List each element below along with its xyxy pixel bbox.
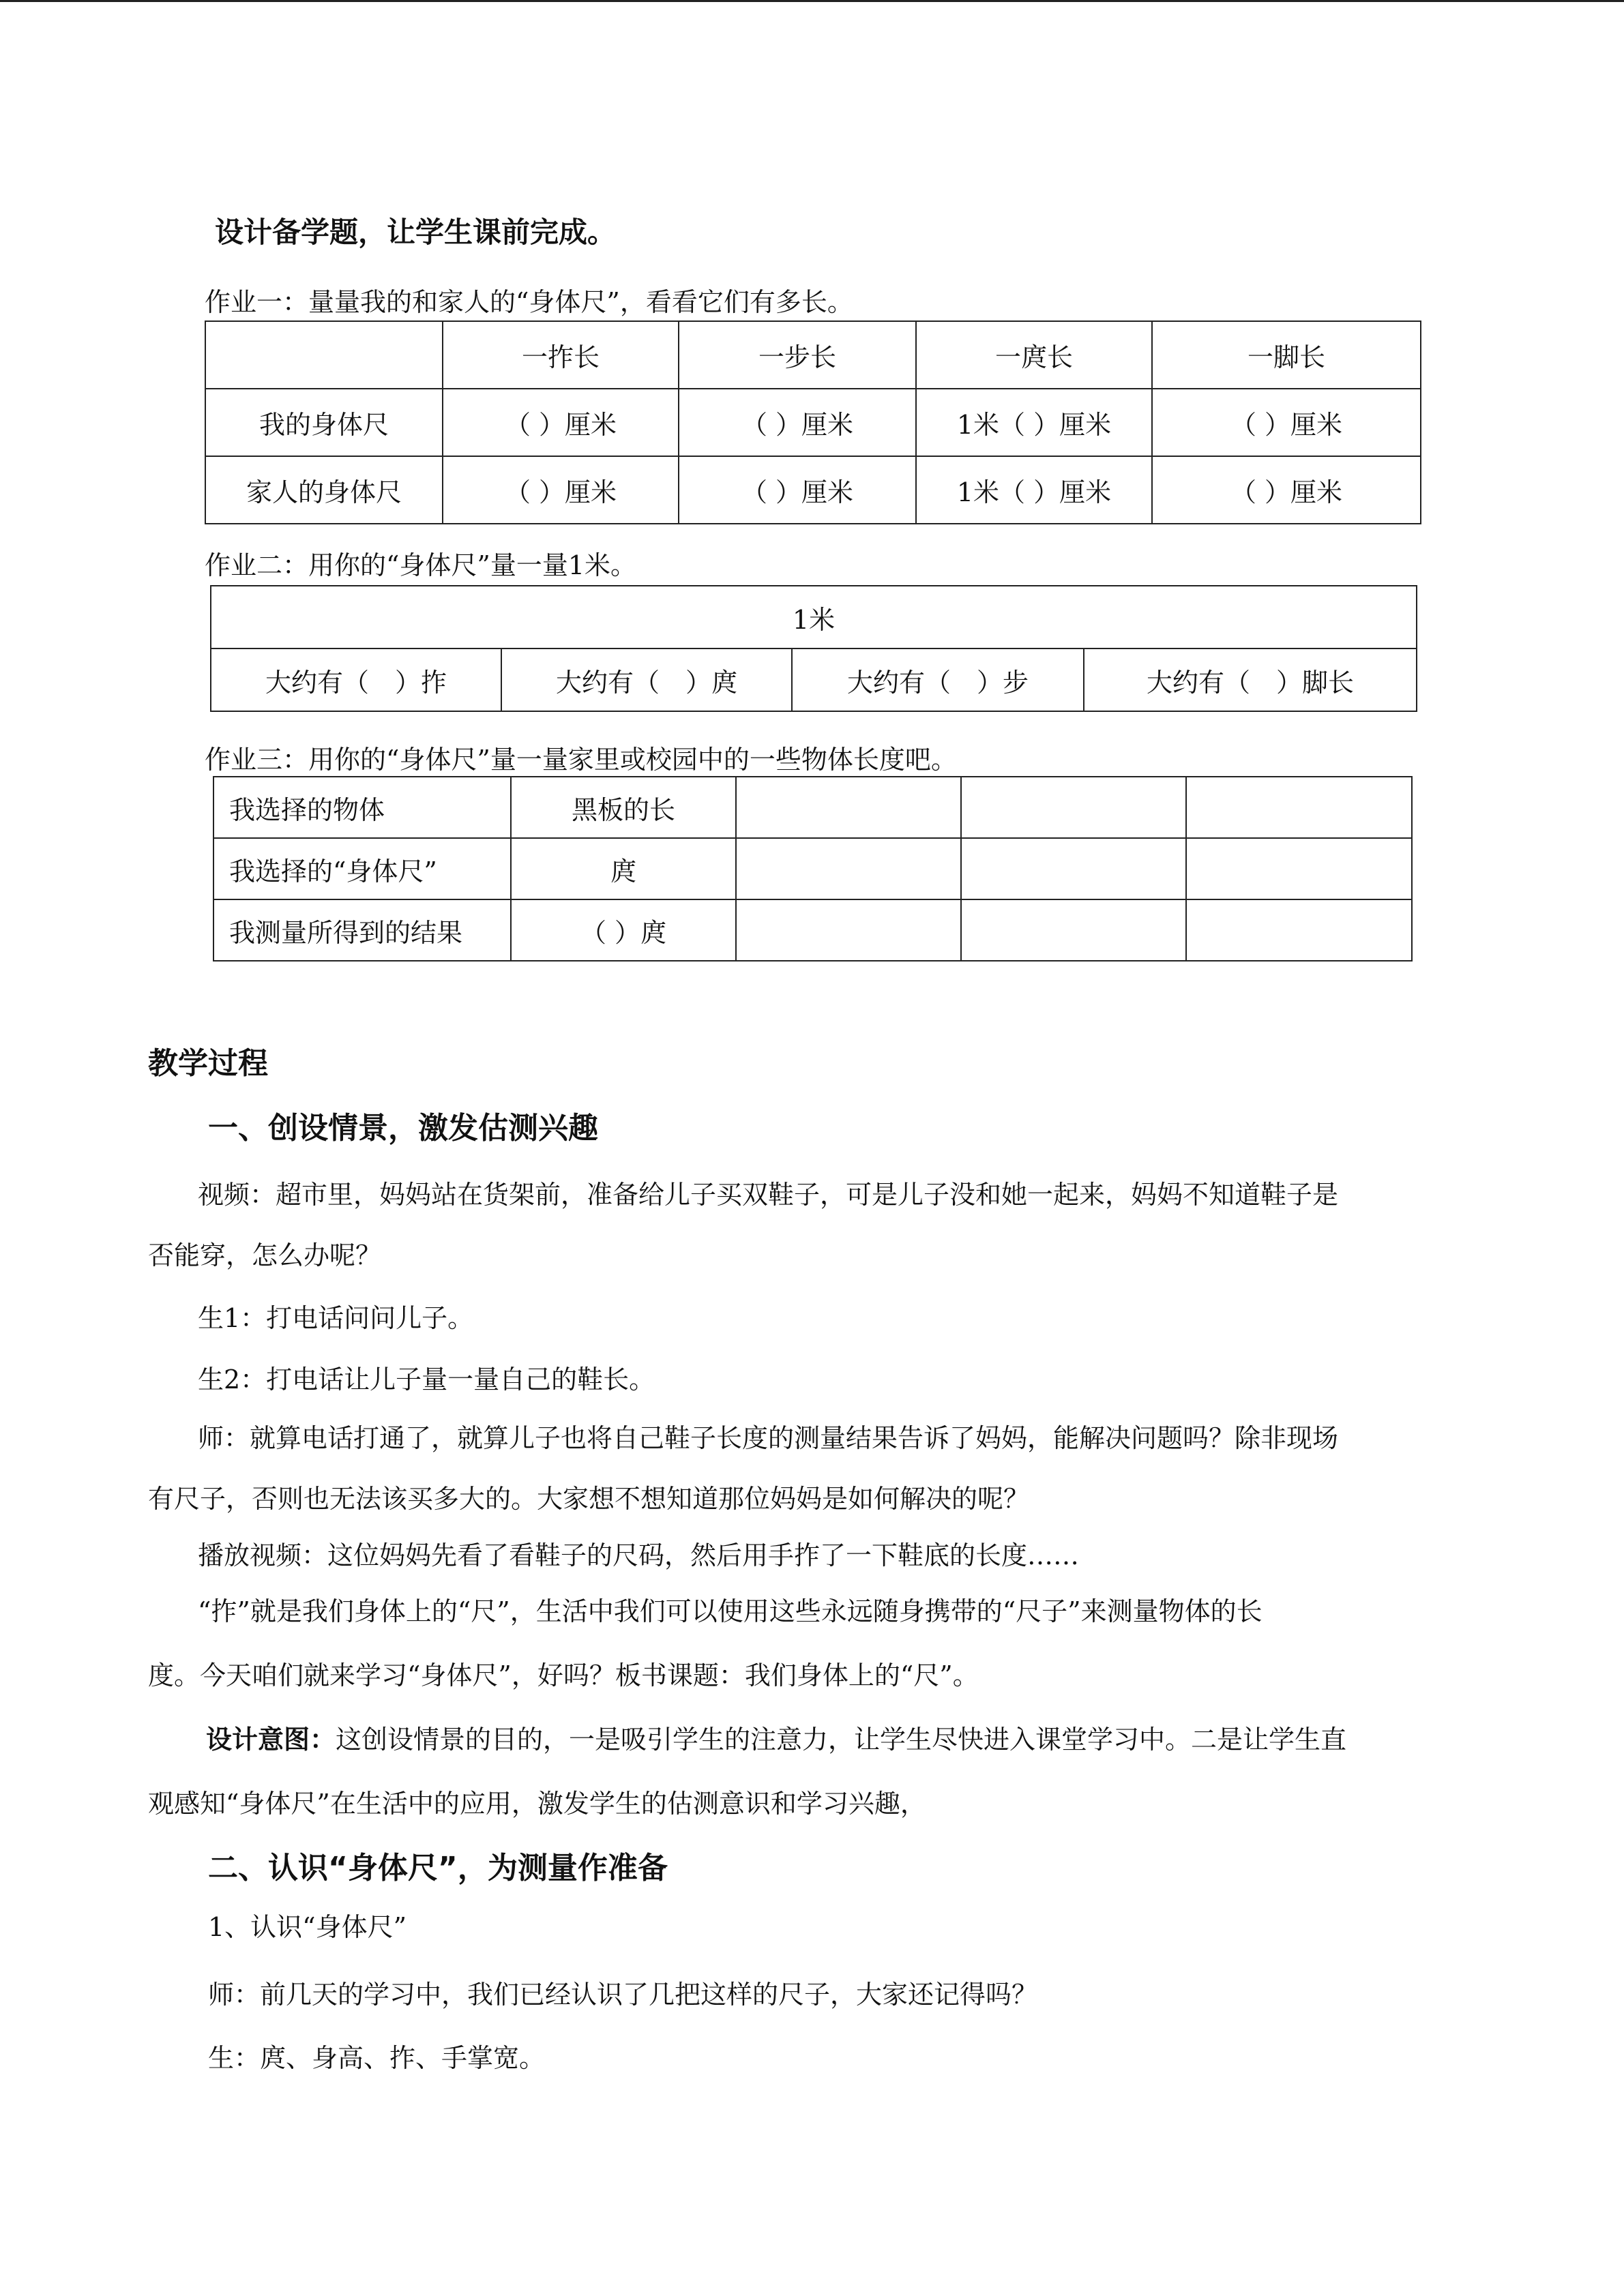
table-row [213, 899, 1412, 961]
table-cell [961, 777, 1186, 838]
design-intent-line1 [206, 1718, 1346, 1756]
table-cell [1186, 777, 1412, 838]
table-cell [961, 899, 1186, 961]
homework2-table [210, 585, 1417, 712]
table-cell: （ ）厘米 [679, 456, 916, 524]
play-video-line: 播放视频：这位妈妈先看了看鞋子的尺码，然后用手拃了一下鞋底的长度…… [198, 1540, 1080, 1570]
lesson-heading: 教学过程 [148, 1046, 268, 1081]
table-cell: 1米（ ）厘米 [916, 456, 1152, 524]
table-header-cell: 一拃长 [443, 321, 679, 389]
table-cell: （ ）庹 [511, 899, 736, 961]
table-cell [736, 899, 961, 961]
homework1-caption: 作业一：量量我的和家人的“身体尺”，看看它们有多长。 [205, 287, 853, 317]
video-paragraph-line1: 视频：超市里，妈妈站在货架前，准备给儿子买双鞋子，可是儿子没和她一起来，妈妈不知道鞋子是 [198, 1180, 1339, 1210]
student2-reply: 生2：打电话让儿子量一量自己的鞋长。 [198, 1365, 655, 1395]
table-cell: （ ）厘米 [1152, 389, 1421, 456]
homework3-table [213, 776, 1413, 961]
homework1-table [205, 320, 1421, 524]
student1-reply: 生1：打电话问问儿子。 [198, 1303, 474, 1333]
table-header-cell: 1米 [211, 586, 1417, 648]
table-cell [736, 838, 961, 899]
section2-item1: 1、认识“身体尺” [208, 1912, 407, 1942]
table-cell: （ ）厘米 [1152, 456, 1421, 524]
table-header-row [211, 586, 1417, 648]
section2-teacher-line: 师：前几天的学习中，我们已经认识了几把这样的尺子，大家还记得吗？ [208, 1980, 1038, 2010]
design-intent-line2: 观感知“身体尺”在生活中的应用，激发学生的估测意识和学习兴趣， [148, 1789, 926, 1819]
design-intent-text: 这创设情景的目的，一是吸引学生的注意力，让学生尽快进入课堂学习中。二是让学生直 [336, 1725, 1347, 1755]
table-cell: 大约有（ ）步 [792, 648, 1084, 711]
homework3-caption: 作业三：用你的“身体尺”量一量家里或校园中的一些物体长度吧。 [205, 745, 957, 775]
teacher-paragraph-line2: 有尺子，否则也无法该买多大的。大家想不想知道那位妈妈是如何解决的呢？ [148, 1484, 1030, 1514]
design-intent-label: 设计意图： [206, 1725, 336, 1755]
teacher-paragraph-line1: 师：就算电话打通了，就算儿子也将自己鞋子长度的测量结果告诉了妈妈，能解决问题吗？除非现场 [198, 1423, 1339, 1453]
table-header-cell: 一脚长 [1152, 321, 1421, 389]
table-cell [1186, 838, 1412, 899]
table-cell [961, 838, 1186, 899]
table-cell: （ ）厘米 [443, 389, 679, 456]
table-cell: 庹 [511, 838, 736, 899]
table-cell: 1米（ ）厘米 [916, 389, 1152, 456]
table-header-cell: 一庹长 [916, 321, 1152, 389]
table-cell: 大约有（ ）庹 [501, 648, 792, 711]
table-header-cell [205, 321, 443, 389]
zha-paragraph-line1: “拃”就是我们身体上的“尺”，生活中我们可以使用这些永远随身携带的“尺子”来测量物体的长 [198, 1596, 1263, 1626]
table-row [205, 389, 1421, 456]
homework2-caption: 作业二：用你的“身体尺”量一量1米。 [205, 550, 637, 580]
zha-paragraph-line2: 度。今天咱们就来学习“身体尺”，好吗？板书课题：我们身体上的“尺”。 [148, 1660, 979, 1690]
intro-title: 设计备学题，让学生课前完成。 [215, 215, 617, 249]
table-row [213, 838, 1412, 899]
table-cell: （ ）厘米 [443, 456, 679, 524]
table-cell: 我测量所得到的结果 [213, 899, 511, 961]
table-cell [736, 777, 961, 838]
table-cell: 我的身体尺 [205, 389, 443, 456]
table-cell: （ ）厘米 [679, 389, 916, 456]
table-row [213, 777, 1412, 838]
table-header-cell: 一步长 [679, 321, 916, 389]
table-row [205, 456, 1421, 524]
table-cell [1186, 899, 1412, 961]
table-cell: 我选择的“身体尺” [213, 838, 511, 899]
table-cell: 大约有（ ）拃 [211, 648, 501, 711]
page-top-border [0, 0, 1624, 2]
section2-heading: 二、认识“身体尺”，为测量作准备 [208, 1851, 668, 1885]
table-cell: 家人的身体尺 [205, 456, 443, 524]
table-cell: 黑板的长 [511, 777, 736, 838]
section1-heading: 一、创设情景，激发估测兴趣 [208, 1111, 598, 1146]
section2-student-line: 生：庹、身高、拃、手掌宽。 [208, 2043, 546, 2073]
table-cell: 大约有（ ）脚长 [1084, 648, 1417, 711]
table-header-row [205, 321, 1421, 389]
table-cell: 我选择的物体 [213, 777, 511, 838]
video-paragraph-line2: 否能穿，怎么办呢？ [148, 1240, 382, 1270]
table-row [211, 648, 1417, 711]
